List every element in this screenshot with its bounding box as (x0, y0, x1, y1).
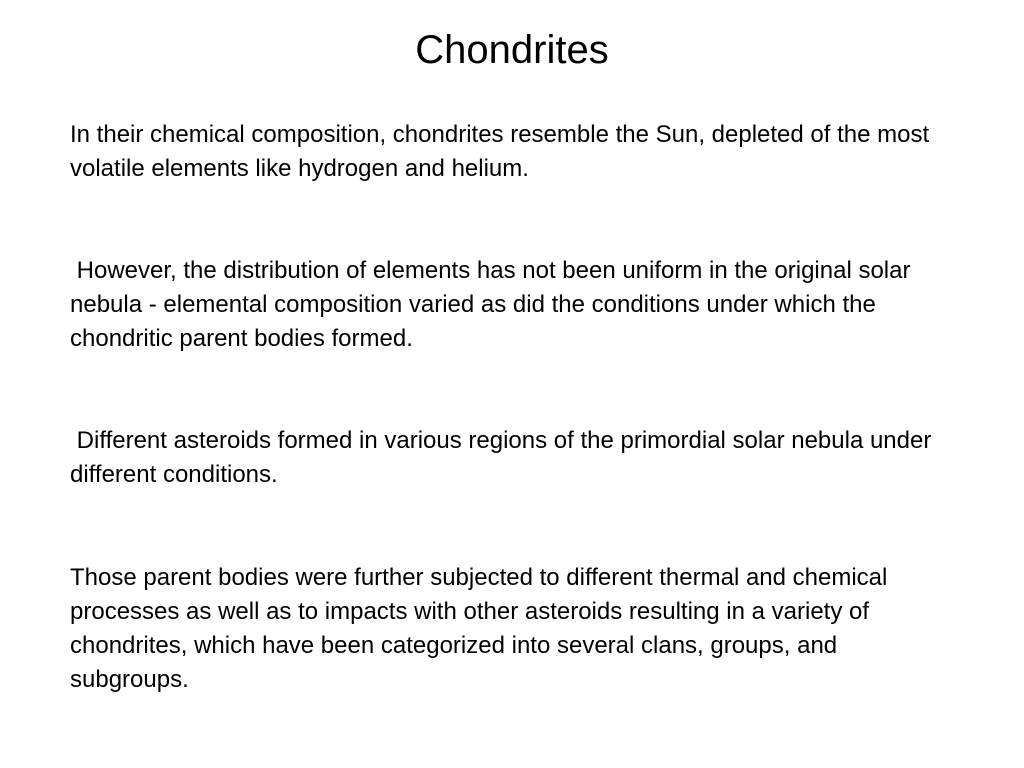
paragraph-asteroids: Different asteroids formed in various regions of the primordial solar nebula under different conditions. (70, 427, 939, 488)
slide-title: Chondrites (415, 28, 609, 72)
paragraph-parent-bodies: Those parent bodies were further subjected to different thermal and chemical processes as well as to impacts with other asteroids resulting in a variety of chondrites, which have been categorized into several clans, groups, and subgroups. (70, 564, 895, 693)
paragraph-composition: In their chemical composition, chondrites resemble the Sun, depleted of the most volatile elements like hydrogen and helium. (70, 121, 936, 182)
paragraph-distribution: However, the distribution of elements has not been uniform in the original solar nebula - elemental composition varied as did the conditions under which the chondritic parent bodies formed. (70, 257, 918, 352)
